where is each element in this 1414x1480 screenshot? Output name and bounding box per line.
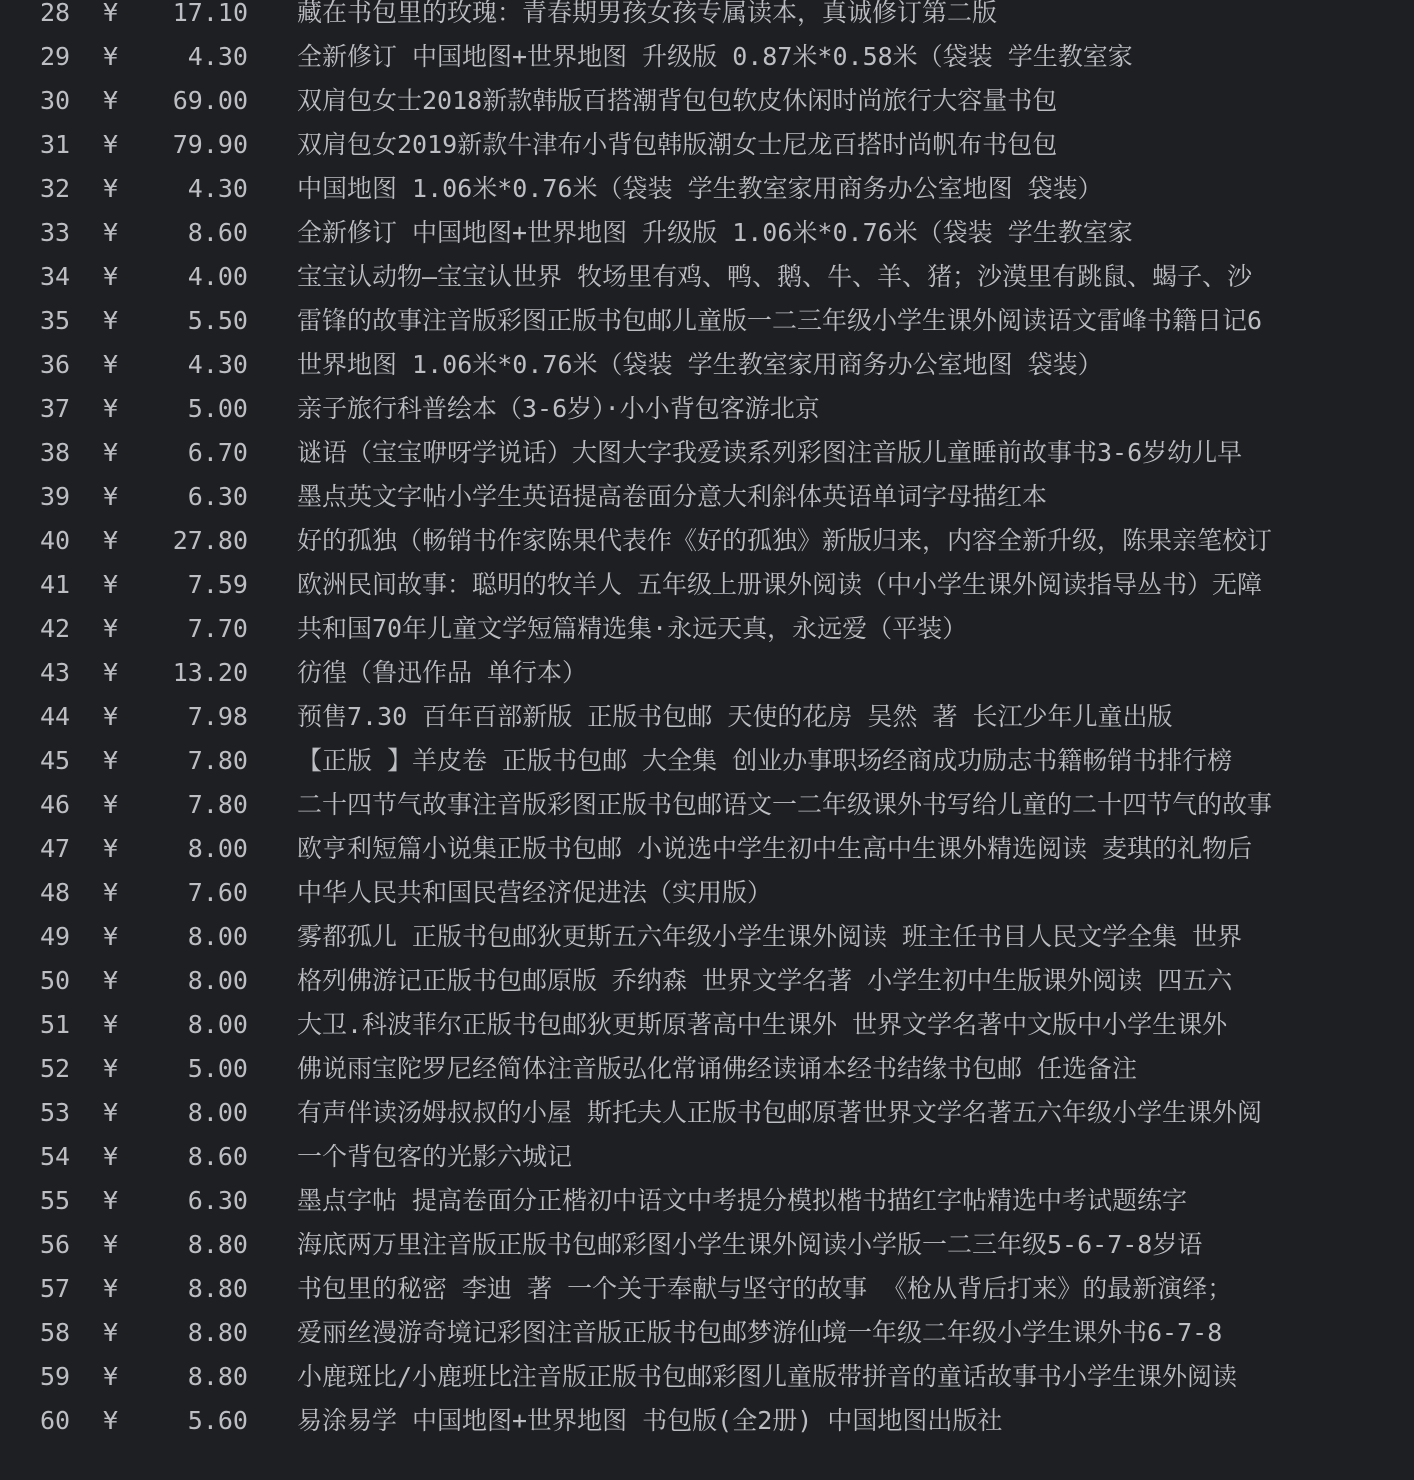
row-title: 有声伴读汤姆叔叔的小屋 斯托夫人正版书包邮原著世界文学名著五六年级小学生课外阅 — [297, 1098, 1263, 1127]
row-index: 30 — [40, 86, 71, 115]
currency-symbol: ¥ — [103, 438, 119, 467]
currency-symbol: ¥ — [103, 1274, 119, 1303]
row-title: 彷徨（鲁迅作品 单行本） — [297, 658, 588, 687]
row-title: 世界地图 1.06米*0.76米（袋装 学生教室家用商务办公室地图 袋装） — [297, 350, 1103, 379]
row-price: 8.80 — [187, 1230, 248, 1259]
currency-symbol: ¥ — [103, 878, 119, 907]
row-price: 8.00 — [187, 922, 248, 951]
currency-symbol: ¥ — [103, 306, 119, 335]
row-price: 8.80 — [187, 1318, 248, 1347]
output-line — [0, 1223, 1414, 1267]
row-index: 35 — [40, 306, 71, 335]
currency-symbol: ¥ — [103, 350, 119, 379]
row-index: 55 — [40, 1186, 71, 1215]
currency-symbol: ¥ — [103, 130, 119, 159]
output-line — [0, 255, 1414, 299]
row-index: 37 — [40, 394, 71, 423]
row-price: 8.60 — [187, 218, 248, 247]
currency-symbol: ¥ — [103, 1010, 119, 1039]
currency-symbol: ¥ — [103, 218, 119, 247]
output-line — [0, 211, 1414, 255]
row-price: 8.00 — [187, 1010, 248, 1039]
row-title: 亲子旅行科普绘本（3-6岁）·小小背包客游北京 — [297, 394, 820, 423]
row-index: 29 — [40, 42, 71, 71]
output-line — [0, 431, 1414, 475]
output-line — [0, 959, 1414, 1003]
output-line — [0, 387, 1414, 431]
row-price: 6.30 — [187, 1186, 248, 1215]
row-price: 8.80 — [187, 1362, 248, 1391]
row-index: 48 — [40, 878, 71, 907]
output-line — [0, 1091, 1414, 1135]
row-index: 50 — [40, 966, 71, 995]
row-title: 预售7.30 百年百部新版 正版书包邮 天使的花房 吴然 著 长江少年儿童出版 — [297, 702, 1173, 731]
currency-symbol: ¥ — [103, 614, 119, 643]
row-price: 5.50 — [187, 306, 248, 335]
row-price: 8.00 — [187, 834, 248, 863]
row-index: 57 — [40, 1274, 71, 1303]
currency-symbol: ¥ — [103, 1142, 119, 1171]
currency-symbol: ¥ — [103, 570, 119, 599]
output-line — [0, 563, 1414, 607]
output-line — [0, 1399, 1414, 1443]
row-title: 双肩包女士2018新款韩版百搭潮背包包软皮休闲时尚旅行大容量书包 — [297, 86, 1058, 115]
row-price: 17.10 — [172, 0, 248, 27]
output-line — [0, 167, 1414, 211]
row-index: 51 — [40, 1010, 71, 1039]
row-index: 44 — [40, 702, 71, 731]
currency-symbol: ¥ — [103, 86, 119, 115]
output-line — [0, 695, 1414, 739]
currency-symbol: ¥ — [103, 1230, 119, 1259]
output-line — [0, 1267, 1414, 1311]
row-index: 41 — [40, 570, 71, 599]
row-title: 好的孤独（畅销书作家陈果代表作《好的孤独》新版归来，内容全新升级，陈果亲笔校订 — [297, 526, 1273, 555]
row-price: 5.00 — [187, 1054, 248, 1083]
row-index: 58 — [40, 1318, 71, 1347]
currency-symbol: ¥ — [103, 526, 119, 555]
row-index: 56 — [40, 1230, 71, 1259]
row-price: 4.30 — [187, 174, 248, 203]
row-title: 小鹿斑比/小鹿班比注音版正版书包邮彩图儿童版带拼音的童话故事书小学生课外阅读 — [297, 1362, 1238, 1391]
currency-symbol: ¥ — [103, 394, 119, 423]
row-index: 46 — [40, 790, 71, 819]
row-price: 7.70 — [187, 614, 248, 643]
row-price: 4.30 — [187, 350, 248, 379]
output-line — [0, 915, 1414, 959]
output-line — [0, 0, 1414, 35]
output-line — [0, 475, 1414, 519]
row-price: 7.60 — [187, 878, 248, 907]
output-line — [0, 35, 1414, 79]
row-title: 【正版 】羊皮卷 正版书包邮 大全集 创业办事职场经商成功励志书籍畅销书排行榜 — [297, 746, 1233, 775]
row-title: 宝宝认动物—宝宝认世界 牧场里有鸡、鸭、鹅、牛、羊、猪；沙漠里有跳鼠、蝎子、沙 — [297, 262, 1253, 291]
row-title: 中国地图 1.06米*0.76米（袋装 学生教室家用商务办公室地图 袋装） — [297, 174, 1103, 203]
row-index: 43 — [40, 658, 71, 687]
output-line — [0, 1355, 1414, 1399]
output-line — [0, 1047, 1414, 1091]
currency-symbol: ¥ — [103, 834, 119, 863]
row-title: 共和国70年儿童文学短篇精选集·永远天真，永远爱（平装） — [297, 614, 968, 643]
row-index: 32 — [40, 174, 71, 203]
row-price: 69.00 — [172, 86, 248, 115]
currency-symbol: ¥ — [103, 262, 119, 291]
row-index: 59 — [40, 1362, 71, 1391]
row-price: 79.90 — [172, 130, 248, 159]
row-title: 佛说雨宝陀罗尼经简体注音版弘化常诵佛经读诵本经书结缘书包邮 任选备注 — [297, 1054, 1138, 1083]
row-price: 7.98 — [187, 702, 248, 731]
row-title: 海底两万里注音版正版书包邮彩图小学生课外阅读小学版一二三年级5-6-7-8岁语 — [297, 1230, 1203, 1259]
row-index: 28 — [40, 0, 71, 27]
row-price: 4.30 — [187, 42, 248, 71]
row-title: 大卫.科波菲尔正版书包邮狄更斯原著高中生课外 世界文学名著中文版中小学生课外 — [297, 1010, 1228, 1039]
currency-symbol: ¥ — [103, 174, 119, 203]
currency-symbol: ¥ — [103, 0, 119, 27]
currency-symbol: ¥ — [103, 790, 119, 819]
row-index: 52 — [40, 1054, 71, 1083]
row-title: 欧洲民间故事：聪明的牧羊人 五年级上册课外阅读（中小学生课外阅读指导丛书）无障 — [297, 570, 1263, 599]
output-line — [0, 739, 1414, 783]
row-index: 47 — [40, 834, 71, 863]
currency-symbol: ¥ — [103, 1318, 119, 1347]
currency-symbol: ¥ — [103, 702, 119, 731]
currency-symbol: ¥ — [103, 1406, 119, 1435]
row-title: 墨点字帖 提高卷面分正楷初中语文中考提分模拟楷书描红字帖精选中考试题练字 — [297, 1186, 1188, 1215]
currency-symbol: ¥ — [103, 746, 119, 775]
row-title: 墨点英文字帖小学生英语提高卷面分意大利斜体英语单词字母描红本 — [297, 482, 1048, 511]
row-title: 二十四节气故事注音版彩图正版书包邮语文一二年级课外书写给儿童的二十四节气的故事 — [297, 790, 1273, 819]
currency-symbol: ¥ — [103, 42, 119, 71]
currency-symbol: ¥ — [103, 922, 119, 951]
currency-symbol: ¥ — [103, 966, 119, 995]
row-price: 5.60 — [187, 1406, 248, 1435]
row-title: 易涂易学 中国地图+世界地图 书包版(全2册) 中国地图出版社 — [297, 1406, 1003, 1435]
row-title: 全新修订 中国地图+世界地图 升级版 1.06米*0.76米（袋装 学生教室家 — [297, 218, 1133, 247]
output-line — [0, 827, 1414, 871]
output-line — [0, 1135, 1414, 1179]
row-title: 爱丽丝漫游奇境记彩图注音版正版书包邮梦游仙境一年级二年级小学生课外书6-7-8 — [297, 1318, 1223, 1347]
output-line — [0, 299, 1414, 343]
currency-symbol: ¥ — [103, 482, 119, 511]
row-price: 6.70 — [187, 438, 248, 467]
output-line — [0, 1003, 1414, 1047]
output-line — [0, 79, 1414, 123]
row-price: 7.59 — [187, 570, 248, 599]
row-price: 7.80 — [187, 790, 248, 819]
row-title: 藏在书包里的玫瑰：青春期男孩女孩专属读本，真诚修订第二版 — [297, 0, 998, 27]
row-index: 49 — [40, 922, 71, 951]
row-index: 36 — [40, 350, 71, 379]
output-line — [0, 651, 1414, 695]
currency-symbol: ¥ — [103, 1098, 119, 1127]
row-price: 8.60 — [187, 1142, 248, 1171]
row-index: 60 — [40, 1406, 71, 1435]
output-line — [0, 123, 1414, 167]
row-price: 8.00 — [187, 1098, 248, 1127]
row-index: 53 — [40, 1098, 71, 1127]
row-index: 45 — [40, 746, 71, 775]
output-line — [0, 1179, 1414, 1223]
row-title: 谜语（宝宝咿呀学说话）大图大字我爱读系列彩图注音版儿童睡前故事书3-6岁幼儿早 — [297, 438, 1243, 467]
row-index: 34 — [40, 262, 71, 291]
row-index: 31 — [40, 130, 71, 159]
row-index: 54 — [40, 1142, 71, 1171]
output-line — [0, 343, 1414, 387]
row-title: 书包里的秘密 李迪 著 一个关于奉献与坚守的故事 《枪从背后打来》的最新演绎； — [297, 1274, 1233, 1303]
row-title: 雷锋的故事注音版彩图正版书包邮儿童版一二三年级小学生课外阅读语文雷峰书籍日记6 — [297, 306, 1263, 335]
row-price: 7.80 — [187, 746, 248, 775]
row-price: 5.00 — [187, 394, 248, 423]
row-title: 一个背包客的光影六城记 — [297, 1142, 573, 1171]
row-title: 全新修订 中国地图+世界地图 升级版 0.87米*0.58米（袋装 学生教室家 — [297, 42, 1133, 71]
output-line — [0, 607, 1414, 651]
output-line — [0, 871, 1414, 915]
row-title: 欧亨利短篇小说集正版书包邮 小说选中学生初中生高中生课外精选阅读 麦琪的礼物后 — [297, 834, 1253, 863]
row-index: 33 — [40, 218, 71, 247]
currency-symbol: ¥ — [103, 1186, 119, 1215]
row-price: 6.30 — [187, 482, 248, 511]
row-price: 27.80 — [172, 526, 248, 555]
currency-symbol: ¥ — [103, 1054, 119, 1083]
output-line — [0, 1311, 1414, 1355]
row-index: 38 — [40, 438, 71, 467]
row-title: 格列佛游记正版书包邮原版 乔纳森 世界文学名著 小学生初中生版课外阅读 四五六 — [297, 966, 1233, 995]
currency-symbol: ¥ — [103, 1362, 119, 1391]
row-title: 中华人民共和国民营经济促进法（实用版） — [297, 878, 773, 907]
row-price: 13.20 — [172, 658, 248, 687]
row-index: 42 — [40, 614, 71, 643]
row-price: 8.00 — [187, 966, 248, 995]
row-index: 39 — [40, 482, 71, 511]
row-index: 40 — [40, 526, 71, 555]
currency-symbol: ¥ — [103, 658, 119, 687]
output-line — [0, 519, 1414, 563]
row-title: 双肩包女2019新款牛津布小背包韩版潮女士尼龙百搭时尚帆布书包包 — [297, 130, 1058, 159]
row-price: 8.80 — [187, 1274, 248, 1303]
output-line — [0, 783, 1414, 827]
row-price: 4.00 — [187, 262, 248, 291]
row-title: 雾都孤儿 正版书包邮狄更斯五六年级小学生课外阅读 班主任书目人民文学全集 世界 — [297, 922, 1243, 951]
